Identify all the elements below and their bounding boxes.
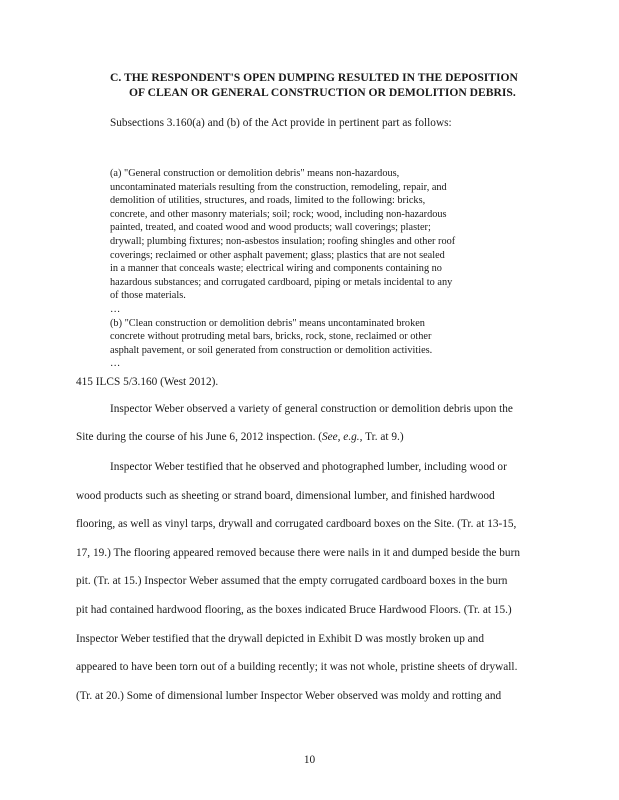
paragraph-line: pit had contained hardwood flooring, as the boxes indicated Bruce Hardwood Floors. (Tr. at 15.) <box>76 604 512 616</box>
paragraph-line: Inspector Weber observed a variety of general construction or demolition debris upon the <box>110 403 513 415</box>
quote-line: of those materials. <box>110 290 186 302</box>
quote-line: drywall; plumbing fixtures; non-asbestos insulation; roofing shingles and other roof <box>110 235 456 247</box>
italic-citation-signal: See, e.g., <box>321 431 363 443</box>
statute-citation: 415 ILCS 5/3.160 (West 2012). <box>76 376 219 388</box>
paragraph-line: wood products such as sheeting or strand board, dimensional lumber, and finished hardwood <box>76 490 495 502</box>
section-heading-line2: OF CLEAN OR GENERAL CONSTRUCTION OR DEMOLITION DEBRIS. <box>129 86 516 99</box>
quote-line: uncontaminated materials resulting from the construction, remodeling, repair, and <box>110 181 447 193</box>
quote-ellipsis: … <box>110 303 121 315</box>
statutory-quote <box>110 167 530 371</box>
paragraph-line: pit. (Tr. at 15.) Inspector Weber assumed that the empty corrugated cardboard boxes in the burn <box>76 575 508 587</box>
quote-line: painted, treated, and coated wood and wood products; wall coverings; plaster; <box>110 222 431 234</box>
intro-sentence: Subsections 3.160(a) and (b) of the Act provide in pertinent part as follows: <box>110 117 452 129</box>
quote-line: asphalt pavement, or soil generated from construction or demolition activities. <box>110 344 433 356</box>
paragraph-line: Inspector Weber testified that the drywall depicted in Exhibit D was mostly broken up and <box>76 633 484 645</box>
section-heading-line1: C. THE RESPONDENT'S OPEN DUMPING RESULTED IN THE DEPOSITION <box>110 71 518 84</box>
quote-line: (b) "Clean construction or demolition debris" means uncontaminated broken <box>110 317 425 329</box>
quote-line: hazardous substances; and corrugated cardboard, piping or metals incidental to any <box>110 276 453 288</box>
quote-line: concrete, and other masonry materials; soil; rock; wood, including non-hazardous <box>110 208 447 220</box>
paragraph-line: (Tr. at 20.) Some of dimensional lumber Inspector Weber observed was moldy and rotting and <box>76 690 502 702</box>
paragraph-line: Inspector Weber testified that he observed and photographed lumber, including wood or <box>110 461 507 473</box>
section-heading <box>110 70 550 100</box>
quote-line: coverings; reclaimed or other asphalt pavement; glass; plastics that are not sealed <box>110 249 445 261</box>
text-run: Site during the course of his June 6, 2012 inspection. ( <box>76 431 322 443</box>
quote-line: in a manner that conceals waste; electrical wiring and components containing no <box>110 263 442 275</box>
paragraph-line: appeared to have been torn out of a building recently; it was not whole, pristine sheets of drywall. <box>76 661 518 673</box>
paragraph-line: 17, 19.) The flooring appeared removed because there were nails in it and dumped beside the burn <box>76 547 520 559</box>
page-number: 10 <box>303 754 316 766</box>
paragraph-line <box>76 430 404 445</box>
quote-line: (a) "General construction or demolition debris" means non-hazardous, <box>110 168 400 179</box>
quote-line: demolition of utilities, structures, and roads, limited to the following: bricks, <box>110 195 426 207</box>
paragraph-line: flooring, as well as vinyl tarps, drywall and corrugated cardboard boxes on the Site. (Tr. at 13-15, <box>76 518 517 530</box>
text-run: Tr. at 9.) <box>362 431 404 443</box>
quote-ellipsis: … <box>110 358 121 370</box>
quote-line: concrete without protruding metal bars, bricks, rock, stone, reclaimed or other <box>110 331 432 343</box>
